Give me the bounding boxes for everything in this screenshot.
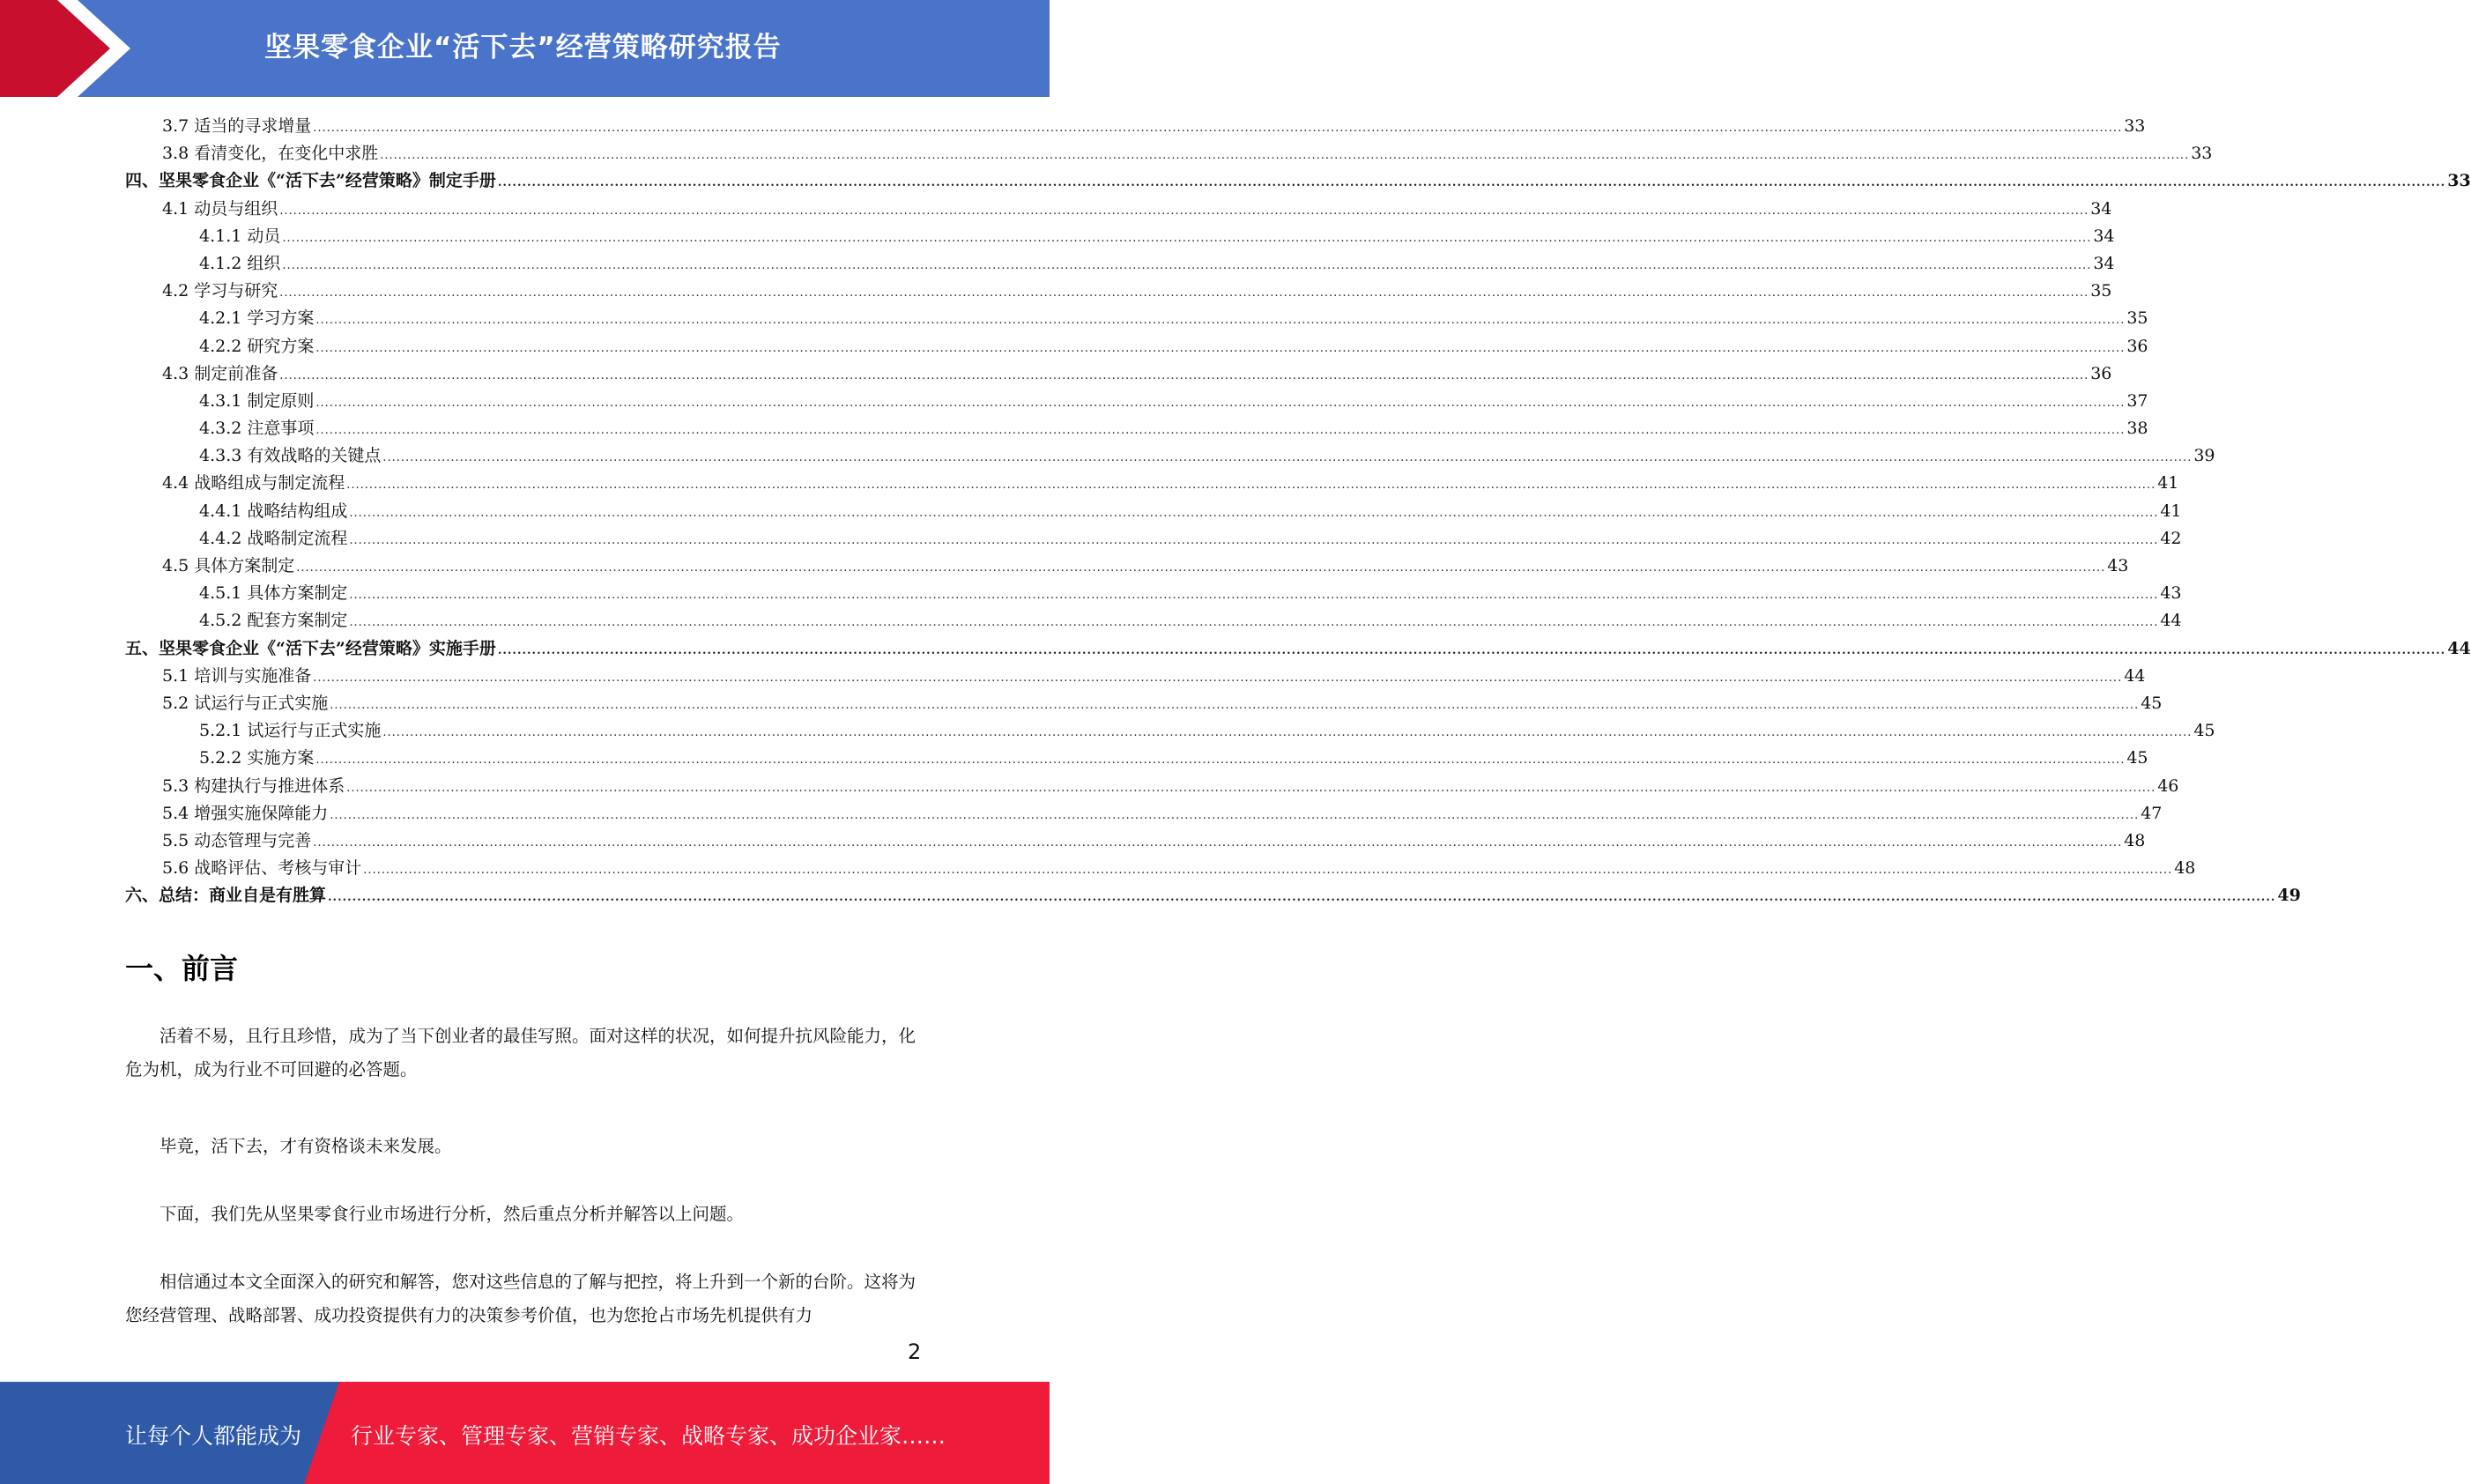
- toc-entry[interactable]: [125, 827, 2146, 855]
- toc-dot-leader: ................................................................................................................................................................................................................................................................................................................................................................................................................: [328, 891, 2276, 905]
- toc-entry[interactable]: [125, 388, 2148, 415]
- toc-entry-label: 5.2.2 实施方案: [199, 748, 315, 768]
- toc-entry[interactable]: [125, 415, 2148, 442]
- toc-entry-label: 5.3 构建执行与推进体系: [162, 775, 345, 796]
- toc-entry-label: 5.6 战略评估、考核与审计: [162, 858, 362, 879]
- toc-entry[interactable]: [125, 442, 2215, 470]
- toc-entry-page: 35: [2090, 281, 2112, 301]
- toc-entry[interactable]: [125, 635, 2471, 663]
- toc-entry[interactable]: [125, 745, 2148, 772]
- toc-entry-page: 34: [2090, 198, 2112, 219]
- toc-entry-label: 4.5.1 具体方案制定: [199, 583, 348, 604]
- footer-slogan-right: 行业专家、管理专家、营销专家、战略专家、成功企业家……: [351, 1423, 946, 1449]
- toc-dot-leader: ................................................................................................................................................................................................................................................................................................................................................................................................................: [497, 176, 2446, 190]
- toc-entry[interactable]: [125, 196, 2112, 223]
- toc-dot-leader: ................................................................................................................................................................................................................................................................................................................................................................................................................: [497, 643, 2446, 657]
- toc-entry[interactable]: [125, 607, 2182, 634]
- toc-entry-page: 46: [2157, 775, 2179, 796]
- toc-dot-leader: ................................................................................................................................................................................................................................................................................................................................................................................................................: [279, 368, 2089, 382]
- paragraph: 相信通过本文全面深入的研究和解答，您对这些信息的了解与把控，将上升到一个新的台阶。这将为您经营管理、战略部署、成功投资提供有力的决策参考价值，也为您抢占市场先机提供有力: [125, 1272, 916, 1325]
- toc-entry-label: 五、坚果零食企业《“活下去”经营策略》实施手册: [125, 638, 496, 658]
- table-of-contents: [125, 113, 2471, 909]
- toc-entry-label: 5.2 试运行与正式实施: [162, 693, 329, 713]
- toc-entry-page: 39: [2193, 446, 2215, 466]
- toc-dot-leader: ................................................................................................................................................................................................................................................................................................................................................................................................................: [315, 424, 2126, 438]
- toc-dot-leader: ................................................................................................................................................................................................................................................................................................................................................................................................................: [315, 396, 2126, 410]
- toc-entry[interactable]: [125, 113, 2146, 140]
- toc-entry-page: 47: [2141, 803, 2163, 823]
- toc-dot-leader: ................................................................................................................................................................................................................................................................................................................................................................................................................: [279, 286, 2089, 301]
- toc-entry[interactable]: [125, 223, 2115, 250]
- toc-entry-page: 44: [2124, 665, 2146, 686]
- toc-entry[interactable]: [125, 855, 2196, 882]
- toc-entry[interactable]: [125, 553, 2129, 580]
- page-footer: [0, 1382, 1050, 1484]
- toc-entry-page: 44: [2447, 638, 2471, 658]
- toc-dot-leader: ................................................................................................................................................................................................................................................................................................................................................................................................................: [330, 808, 2140, 822]
- toc-entry-label: 4.2 学习与研究: [162, 281, 278, 301]
- toc-dot-leader: ................................................................................................................................................................................................................................................................................................................................................................................................................: [349, 616, 2159, 630]
- toc-dot-leader: ................................................................................................................................................................................................................................................................................................................................................................................................................: [313, 122, 2123, 135]
- toc-entry-label: 4.1 动员与组织: [162, 198, 278, 219]
- toc-dot-leader: ................................................................................................................................................................................................................................................................................................................................................................................................................: [315, 341, 2126, 355]
- toc-entry-page: 34: [2093, 226, 2115, 246]
- toc-dot-leader: ................................................................................................................................................................................................................................................................................................................................................................................................................: [380, 149, 2190, 163]
- document-title: 坚果零食企业“活下去”经营策略研究报告: [264, 32, 782, 63]
- toc-entry-page: 33: [2124, 116, 2146, 136]
- toc-entry[interactable]: [125, 717, 2215, 745]
- toc-entry-page: 38: [2126, 419, 2148, 439]
- toc-entry-page: 45: [2126, 748, 2148, 768]
- toc-entry-label: 5.4 增强实施保障能力: [162, 803, 329, 823]
- toc-dot-leader: ................................................................................................................................................................................................................................................................................................................................................................................................................: [382, 726, 2193, 740]
- toc-entry-page: 34: [2093, 253, 2115, 273]
- toc-entry-label: 4.5.2 配套方案制定: [199, 611, 348, 631]
- toc-dot-leader: ................................................................................................................................................................................................................................................................................................................................................................................................................: [296, 561, 2106, 575]
- toc-entry-page: 43: [2107, 556, 2129, 575]
- toc-entry[interactable]: [125, 140, 2213, 167]
- toc-entry-label: 4.3 制定前准备: [162, 363, 278, 383]
- toc-entry-page: 48: [2174, 858, 2196, 879]
- toc-entry-label: 4.4.2 战略制定流程: [199, 528, 348, 548]
- toc-entry-label: 4.1.1 动员: [199, 226, 281, 246]
- toc-entry-page: 35: [2126, 308, 2148, 329]
- toc-entry-label: 3.8 看清变化，在变化中求胜: [162, 144, 379, 164]
- toc-dot-leader: ................................................................................................................................................................................................................................................................................................................................................................................................................: [315, 753, 2126, 768]
- toc-entry-page: 41: [2160, 501, 2182, 521]
- toc-entry-label: 5.5 动态管理与完善: [162, 830, 312, 850]
- toc-entry[interactable]: [125, 663, 2146, 690]
- toc-entry-page: 33: [2447, 171, 2471, 191]
- toc-entry[interactable]: [125, 305, 2148, 332]
- toc-dot-leader: ................................................................................................................................................................................................................................................................................................................................................................................................................: [282, 258, 2092, 272]
- toc-dot-leader: ................................................................................................................................................................................................................................................................................................................................................................................................................: [315, 314, 2126, 328]
- toc-entry-page: 45: [2193, 721, 2215, 741]
- toc-entry[interactable]: [125, 278, 2112, 305]
- toc-entry[interactable]: [125, 882, 2301, 909]
- toc-entry-label: 5.1 培训与实施准备: [162, 665, 312, 686]
- toc-dot-leader: ................................................................................................................................................................................................................................................................................................................................................................................................................: [313, 671, 2123, 685]
- toc-dot-leader: ................................................................................................................................................................................................................................................................................................................................................................................................................: [382, 451, 2193, 465]
- toc-entry[interactable]: [125, 690, 2163, 717]
- toc-entry[interactable]: [125, 580, 2182, 607]
- toc-entry-label: 3.7 适当的寻求增量: [162, 116, 312, 136]
- toc-entry[interactable]: [125, 525, 2182, 553]
- toc-dot-leader: ................................................................................................................................................................................................................................................................................................................................................................................................................: [282, 231, 2092, 245]
- toc-entry-label: 5.2.1 试运行与正式实施: [199, 721, 382, 741]
- toc-dot-leader: ................................................................................................................................................................................................................................................................................................................................................................................................................: [349, 589, 2159, 603]
- toc-entry-label: 4.4 战略组成与制定流程: [162, 473, 345, 493]
- toc-entry-label: 4.3.1 制定原则: [199, 390, 315, 411]
- page-number: 2: [908, 1339, 922, 1364]
- toc-dot-leader: ................................................................................................................................................................................................................................................................................................................................................................................................................: [363, 864, 2173, 878]
- toc-entry[interactable]: [125, 470, 2179, 497]
- toc-entry[interactable]: [125, 360, 2112, 388]
- toc-dot-leader: ................................................................................................................................................................................................................................................................................................................................................................................................................: [349, 506, 2159, 520]
- footer-slogan-left: 让每个人都能成为: [125, 1423, 302, 1449]
- toc-entry-label: 4.4.1 战略结构组成: [199, 501, 348, 521]
- toc-entry-page: 44: [2160, 611, 2182, 631]
- toc-entry-label: 六、总结：商业自是有胜算: [125, 886, 327, 906]
- toc-entry-label: 4.5 具体方案制定: [162, 556, 295, 575]
- toc-dot-leader: ................................................................................................................................................................................................................................................................................................................................................................................................................: [313, 835, 2123, 850]
- toc-entry-label: 4.3.3 有效战略的关键点: [199, 446, 382, 466]
- toc-entry[interactable]: [125, 250, 2115, 278]
- toc-entry-page: 36: [2126, 336, 2148, 356]
- toc-dot-leader: ................................................................................................................................................................................................................................................................................................................................................................................................................: [279, 204, 2089, 218]
- toc-entry-page: 42: [2160, 528, 2182, 548]
- toc-entry-page: 45: [2141, 693, 2163, 713]
- toc-entry-page: 48: [2124, 830, 2146, 850]
- toc-dot-leader: ................................................................................................................................................................................................................................................................................................................................................................................................................: [346, 479, 2156, 493]
- toc-entry-page: 41: [2157, 473, 2179, 493]
- toc-entry-label: 4.3.2 注意事项: [199, 419, 315, 439]
- toc-entry-label: 4.2.1 学习方案: [199, 308, 315, 329]
- toc-entry[interactable]: [125, 773, 2179, 800]
- toc-entry-label: 4.1.2 组织: [199, 253, 281, 273]
- page-header: [0, 0, 1050, 97]
- paragraph: 毕竟，活下去，才有资格谈未来发展。: [160, 1136, 452, 1156]
- toc-entry[interactable]: [125, 800, 2163, 827]
- toc-entry-page: 33: [2191, 144, 2213, 164]
- toc-entry-page: 49: [2277, 886, 2301, 906]
- toc-entry-label: 4.2.2 研究方案: [199, 336, 315, 356]
- paragraph: 活着不易，且行且珍惜，成为了当下创业者的最佳写照。面对这样的状况，如何提升抗风险能力，化危为机，成为行业不可回避的必答题。: [125, 1026, 916, 1080]
- toc-entry[interactable]: [125, 333, 2148, 360]
- toc-entry-page: 43: [2160, 583, 2182, 604]
- toc-entry-label: 四、坚果零食企业《“活下去”经营策略》制定手册: [125, 171, 496, 191]
- section-heading: 一、前言: [125, 952, 239, 985]
- toc-entry-page: 36: [2090, 363, 2112, 383]
- toc-entry[interactable]: [125, 167, 2471, 195]
- toc-entry-page: 37: [2126, 390, 2148, 411]
- toc-entry[interactable]: [125, 498, 2182, 525]
- toc-dot-leader: ................................................................................................................................................................................................................................................................................................................................................................................................................: [349, 533, 2159, 547]
- toc-dot-leader: ................................................................................................................................................................................................................................................................................................................................................................................................................: [346, 781, 2156, 795]
- toc-dot-leader: ................................................................................................................................................................................................................................................................................................................................................................................................................: [330, 698, 2140, 712]
- paragraph: 下面，我们先从坚果零食行业市场进行分析，然后重点分析并解答以上问题。: [160, 1204, 745, 1224]
